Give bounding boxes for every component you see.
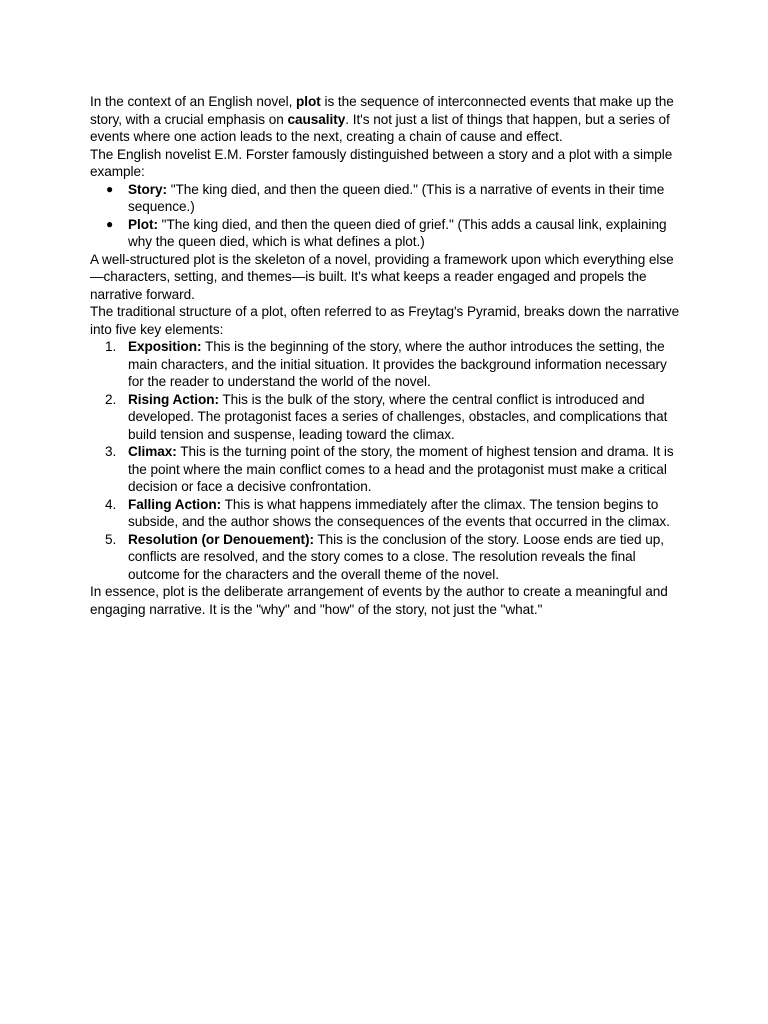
element-text: This is what happens immediately after the climax. The tension begins to subside, and the author shows the consequences of the events that occurred in the climax. <box>128 496 670 529</box>
intro-text-mid: is the sequence of interconnected events that make up the story, with a crucial emphasis on <box>90 94 674 127</box>
element-text: This is the conclusion of the story. Loose ends are tied up, conflicts are resolved, and the story comes to a close. The resolution reveals the final outcome for the characters and the overall theme of the novel. <box>128 531 665 582</box>
forster-examples-list <box>90 181 682 251</box>
term-plot: plot <box>296 94 321 109</box>
element-text: This is the turning point of the story, the moment of highest tension and drama. It is the point where the main conflict comes to a head and the protagonist must make a critical decision or face a decisive confrontation. <box>128 444 674 494</box>
list-item-rising-action <box>90 391 682 444</box>
list-number: 4. <box>105 496 117 512</box>
element-term: Resolution (or Denouement): <box>128 531 314 547</box>
element-term: Rising Action: <box>128 391 219 407</box>
list-number: 3. <box>105 444 117 459</box>
element-term: Climax: <box>128 444 177 459</box>
skeleton-paragraph: A well-structured plot is the skeleton of a novel, providing a framework upon which everything else—characters, setting, and themes—is built. It's what keeps a reader engaged and propels the narrative forward. <box>90 251 674 302</box>
term-causality: causality <box>287 111 346 127</box>
intro-text-post: . It's not just a list of things that happen, but a series of events where one action leads to the next, creating a chain of cause and effect. <box>90 111 670 144</box>
element-text: This is the beginning of the story, where the author introduces the setting, the main characters, and the initial situation. It provides the background information necessary for the reader to understand the world of the novel. <box>128 339 667 389</box>
example-term: Plot: <box>128 216 158 232</box>
list-item-plot <box>90 216 682 251</box>
list-number: 5. <box>105 531 117 547</box>
list-item-falling-action <box>90 496 682 531</box>
document-body <box>90 93 682 618</box>
conclusion-paragraph: In essence, plot is the deliberate arrangement of events by the author to create a meaningful and engaging narrative. It is the "why" and "how" of the story, not just the "what." <box>90 584 668 617</box>
plot-elements-list <box>90 338 682 583</box>
element-term: Exposition: <box>128 339 202 354</box>
intro-paragraph <box>90 93 682 146</box>
element-text: This is the bulk of the story, where the central conflict is introduced and developed. The protagonist faces a series of challenges, obstacles, and complications that build tension and suspense, leading toward the climax. <box>128 391 668 442</box>
list-item-climax <box>90 443 682 496</box>
bullet-icon: ● <box>106 216 114 231</box>
list-item-story <box>90 181 682 216</box>
freytag-paragraph: The traditional structure of a plot, often referred to as Freytag's Pyramid, breaks down the narrative into five key elements: <box>90 304 680 337</box>
intro-text-pre: In the context of an English novel, <box>90 94 297 109</box>
list-item-exposition <box>90 338 682 391</box>
list-item-resolution <box>90 531 682 584</box>
example-text: "The king died, and then the queen died of grief." (This adds a causal link, explaining why the queen died, which is what defines a plot.) <box>128 216 667 249</box>
bullet-icon: ● <box>106 181 114 196</box>
forster-paragraph: The English novelist E.M. Forster famously distinguished between a story and a plot with a simple example: <box>90 146 673 179</box>
example-text: "The king died, and then the queen died." (This is a narrative of events in their time sequence.) <box>128 181 665 214</box>
list-number: 2. <box>105 391 117 407</box>
example-term: Story: <box>128 181 167 197</box>
element-term: Falling Action: <box>128 496 222 512</box>
list-number: 1. <box>105 339 117 354</box>
